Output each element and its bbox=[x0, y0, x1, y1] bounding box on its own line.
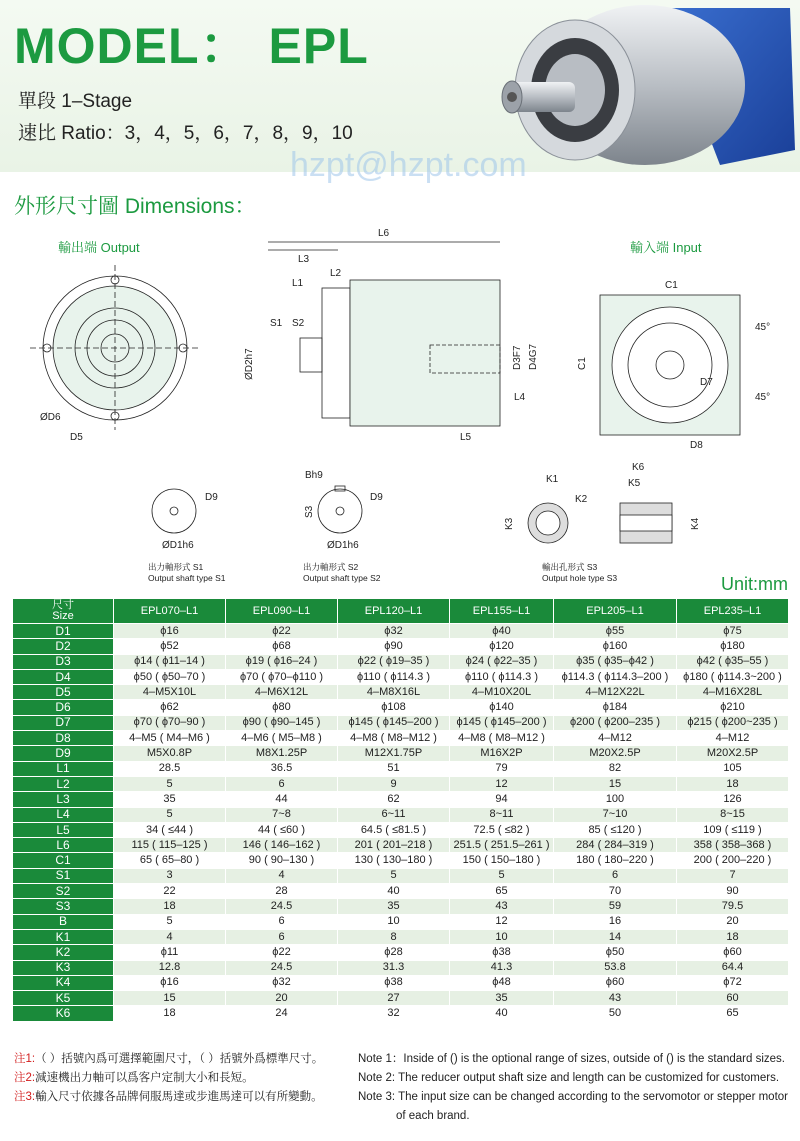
output-label: 輸出端 Output bbox=[58, 240, 140, 255]
table-cell: 251.5 ( 251.5–261 ) bbox=[450, 838, 553, 852]
table-cell: 16 bbox=[608, 915, 622, 928]
table-row bbox=[13, 976, 788, 990]
table-cell: 4–M5X10L bbox=[114, 685, 225, 699]
table-cell: 90 ( 90–130 ) bbox=[248, 854, 315, 867]
table-cell: 79.5 bbox=[677, 899, 788, 913]
dimension-drawings bbox=[0, 220, 800, 595]
table-cell: ϕ90 ( ϕ90–145 ) bbox=[226, 716, 337, 730]
table-cell: 284 ( 284–319 ) bbox=[554, 838, 676, 852]
table-cell: 24 bbox=[275, 1007, 288, 1020]
row-label: S1 bbox=[13, 869, 113, 883]
table-row bbox=[13, 716, 788, 730]
table-cell: M8X1.25P bbox=[226, 746, 337, 760]
table-cell: M12X1.75P bbox=[338, 746, 449, 760]
table-cell: 201 ( 201–218 ) bbox=[338, 838, 449, 852]
table-cell: 40 bbox=[495, 1007, 508, 1020]
table-cell: 7~8 bbox=[226, 808, 337, 822]
table-row bbox=[13, 762, 788, 776]
table-cell: 20 bbox=[726, 915, 739, 928]
dim-label: K3 bbox=[504, 517, 515, 530]
table-cell: 8~15 bbox=[677, 808, 788, 822]
table-cell: 358 ( 358–368 ) bbox=[677, 838, 788, 852]
stage-text: 單段 1–Stage bbox=[18, 91, 133, 112]
input-label: 輸入端 Input bbox=[630, 240, 702, 255]
table-cell: 44 bbox=[275, 792, 288, 805]
table-cell: 24.5 bbox=[226, 899, 337, 913]
row-label: L2 bbox=[13, 777, 113, 791]
table-cell: 44 ( ≤60 ) bbox=[257, 823, 305, 836]
table-cell: 70 bbox=[608, 884, 622, 897]
table-cell: 64.5 ( ≤81.5 ) bbox=[360, 823, 427, 836]
caption-s1 bbox=[148, 562, 226, 584]
table-row bbox=[13, 930, 788, 944]
dim-label: D5 bbox=[70, 432, 83, 443]
table-cell: 64.4 bbox=[677, 961, 788, 975]
table-cell: 53.8 bbox=[554, 961, 676, 975]
dim-label: L3 bbox=[298, 254, 310, 265]
table-cell: 200 ( 200–220 ) bbox=[693, 854, 772, 867]
table-cell: 72.5 ( ≤82 ) bbox=[473, 823, 530, 836]
dim-label: Bh9 bbox=[305, 470, 323, 481]
table-cell: 94 bbox=[495, 792, 508, 805]
row-label: D4 bbox=[13, 670, 113, 684]
table-cell: ϕ114.3 ( ϕ114.3–200 ) bbox=[561, 670, 669, 683]
ratio-text: 速比 Ratio：3，4，5，6，7，8，9，10 bbox=[18, 123, 353, 144]
table-cell: 7~10 bbox=[554, 808, 676, 822]
table-cell: ϕ32 bbox=[338, 624, 449, 638]
row-label: D6 bbox=[13, 700, 113, 714]
row-label: D9 bbox=[13, 746, 113, 760]
table-cell: 4–M10X20L bbox=[450, 685, 553, 699]
table-cell: 5 bbox=[338, 869, 449, 883]
model-title bbox=[14, 6, 369, 78]
note-2: Note 2: The reducer output shaft size and length can be customized for customers. bbox=[358, 1072, 780, 1084]
table-cell: 60 bbox=[677, 991, 788, 1005]
dim-label: L2 bbox=[330, 268, 342, 279]
row-label: L1 bbox=[13, 762, 113, 776]
dim-label: D9 bbox=[205, 492, 218, 503]
dim-label: S3 bbox=[304, 505, 315, 518]
dim-label: K4 bbox=[690, 517, 701, 530]
caption-en: Output shaft type S2 bbox=[303, 573, 381, 583]
table-cell: 51 bbox=[387, 762, 400, 775]
table-cell: ϕ72 bbox=[723, 976, 742, 989]
table-cell: 85 ( ≤120 ) bbox=[588, 823, 642, 836]
table-cell: ϕ210 bbox=[720, 701, 745, 714]
table-cell: ϕ48 bbox=[492, 976, 511, 989]
table-cell: 12 bbox=[495, 915, 508, 928]
table-cell: 8 bbox=[338, 930, 449, 944]
table-cell: 10 bbox=[387, 915, 400, 928]
caption-en: Output shaft type S1 bbox=[148, 573, 226, 583]
dim-label: K1 bbox=[546, 474, 559, 485]
table-cell: ϕ55 bbox=[554, 624, 676, 638]
unit-label: Unit:mm bbox=[721, 574, 788, 594]
table-cell: ϕ60 bbox=[723, 945, 742, 958]
table-cell: 9 bbox=[338, 777, 449, 791]
table-row bbox=[13, 655, 788, 669]
dim-label: K2 bbox=[575, 494, 588, 505]
table-cell: 65 bbox=[726, 1007, 739, 1020]
table-cell: 27 bbox=[338, 991, 449, 1005]
table-cell: ϕ40 bbox=[450, 624, 553, 638]
table-cell: ϕ11 bbox=[160, 945, 179, 958]
table-cell: 4–M5 ( M4–M6 ) bbox=[129, 731, 210, 744]
dim-label: L6 bbox=[378, 228, 390, 239]
table-cell: 14 bbox=[554, 930, 676, 944]
table-cell: 31.3 bbox=[338, 961, 449, 975]
table-cell: ϕ180 bbox=[720, 639, 745, 652]
output-view bbox=[30, 240, 200, 443]
table-cell: 12.8 bbox=[114, 961, 225, 975]
row-label: L6 bbox=[13, 838, 113, 852]
dim-label: C1 bbox=[665, 280, 678, 291]
table-cell: 4–M6X12L bbox=[226, 685, 337, 699]
table-cell: 4–M12 bbox=[715, 731, 750, 744]
table-cell: ϕ160 bbox=[602, 639, 628, 652]
table-cell: ϕ110 ( ϕ114.3 ) bbox=[356, 670, 431, 683]
table-cell: ϕ140 bbox=[489, 701, 514, 714]
row-label: K5 bbox=[13, 991, 113, 1005]
table-cell: ϕ52 bbox=[160, 639, 179, 652]
table-cell: 62 bbox=[387, 792, 400, 805]
table-cell: ϕ68 bbox=[272, 639, 291, 652]
table-cell: ϕ35 ( ϕ35–ϕ42 ) bbox=[554, 655, 676, 669]
table-cell: 109 ( ≤119 ) bbox=[703, 823, 762, 836]
column-header: EPL205–L1 bbox=[554, 599, 676, 623]
table-cell: 36.5 bbox=[270, 762, 293, 775]
row-label: D2 bbox=[13, 639, 113, 653]
column-header: EPL070–L1 bbox=[114, 599, 225, 623]
table-row bbox=[13, 838, 788, 852]
table-cell: 6 bbox=[278, 915, 285, 928]
table-cell: 4–M12X22L bbox=[554, 685, 676, 699]
table-cell: M16X2P bbox=[450, 746, 553, 760]
table-cell: ϕ50 bbox=[605, 945, 625, 958]
note-text: 輸入尺寸依據各品牌伺服馬達或步進馬達可以有所變動。 bbox=[35, 1091, 323, 1103]
table-cell: 50 bbox=[608, 1007, 622, 1020]
table-cell: 65 bbox=[495, 884, 508, 897]
table-row bbox=[13, 685, 788, 699]
table-cell: ϕ38 bbox=[492, 945, 511, 958]
dim-label: 45° bbox=[755, 392, 771, 403]
table-cell: 6 bbox=[226, 930, 337, 944]
dim-label: L5 bbox=[460, 432, 472, 443]
dim-label: L4 bbox=[514, 392, 526, 403]
table-cell: ϕ38 bbox=[384, 976, 403, 989]
table-row bbox=[13, 639, 788, 653]
table-cell: ϕ90 bbox=[384, 639, 403, 652]
table-cell: ϕ16 bbox=[114, 624, 225, 638]
table-cell: 4–M8 ( M8–M12 ) bbox=[458, 731, 545, 744]
table-cell: ϕ215 ( ϕ200~235 ) bbox=[677, 716, 788, 730]
table-cell: 79 bbox=[495, 762, 508, 775]
table-cell: 22 bbox=[163, 884, 176, 897]
note-1: Note 1：Inside of () is the optional range of sizes, outside of () is the standard sizes. bbox=[358, 1053, 785, 1065]
table-cell: 82 bbox=[608, 762, 622, 775]
table-cell: 8~11 bbox=[450, 808, 553, 822]
table-row bbox=[13, 823, 788, 837]
table-row bbox=[13, 746, 788, 760]
table-cell: ϕ200 ( ϕ200–235 ) bbox=[554, 716, 676, 730]
table-cell: ϕ19 ( ϕ16–24 ) bbox=[226, 655, 337, 669]
table-row bbox=[13, 915, 788, 929]
table-cell: 4 bbox=[114, 930, 225, 944]
note-tag: 注3: bbox=[14, 1091, 36, 1103]
note-cn bbox=[14, 1088, 352, 1107]
table-cell: 6~11 bbox=[338, 808, 449, 822]
table-cell: 4–M16X28L bbox=[677, 685, 788, 699]
table-cell: 12 bbox=[450, 777, 553, 791]
dim-label: L1 bbox=[292, 278, 304, 289]
table-cell: 4–M8X16L bbox=[338, 685, 449, 699]
table-cell: 150 ( 150–180 ) bbox=[462, 854, 541, 867]
table-cell: 43 bbox=[450, 899, 553, 913]
table-row bbox=[13, 670, 788, 684]
dim-label: C1 bbox=[577, 357, 588, 370]
dim-label: 45° bbox=[755, 322, 771, 333]
table-row bbox=[13, 700, 788, 714]
table-cell: ϕ50 ( ϕ50–70 ) bbox=[133, 670, 206, 683]
input-view bbox=[577, 240, 770, 451]
table-cell: 5 bbox=[114, 808, 225, 822]
notes-english bbox=[358, 1050, 788, 1126]
dimensions-table bbox=[12, 598, 789, 1022]
table-cell: 32 bbox=[387, 1007, 400, 1020]
row-label: B bbox=[13, 915, 113, 929]
dim-label: D7 bbox=[700, 377, 713, 388]
table-row bbox=[13, 884, 788, 898]
table-cell: 90 bbox=[726, 884, 739, 897]
dim-label: K5 bbox=[628, 478, 641, 489]
table-cell: ϕ22 ( ϕ19–35 ) bbox=[338, 655, 449, 669]
model-label: MODEL： bbox=[14, 18, 251, 74]
note-text: （ ）括號內爲可選擇範圍尺寸，（ ）括號外爲標準尺寸。 bbox=[35, 1053, 324, 1065]
table-cell: 34 ( ≤44 ) bbox=[145, 823, 193, 836]
table-cell: ϕ184 bbox=[602, 701, 628, 714]
table-cell: ϕ60 bbox=[605, 976, 625, 989]
table-cell: ϕ14 ( ϕ11–14 ) bbox=[114, 655, 225, 669]
table-row bbox=[13, 869, 788, 883]
column-header: EPL120–L1 bbox=[338, 599, 449, 623]
table-row bbox=[13, 1006, 788, 1020]
table-cell: 130 ( 130–180 ) bbox=[354, 854, 433, 867]
row-label: C1 bbox=[13, 853, 113, 867]
table-cell: ϕ28 bbox=[384, 945, 403, 958]
table-row bbox=[13, 991, 788, 1005]
table-cell: 28 bbox=[275, 884, 288, 897]
table-row bbox=[13, 961, 788, 975]
table-cell: 15 bbox=[554, 777, 676, 791]
model-name: EPL bbox=[268, 18, 369, 74]
table-cell: ϕ80 bbox=[272, 701, 291, 714]
note-3: Note 3: The input size can be changed according to the servomotor or stepper motor bbox=[358, 1091, 789, 1103]
row-label: D1 bbox=[13, 624, 113, 638]
table-cell: ϕ145 ( ϕ145–200 ) bbox=[338, 716, 449, 730]
table-row bbox=[13, 853, 788, 867]
row-label: D3 bbox=[13, 655, 113, 669]
column-header: EPL235–L1 bbox=[677, 599, 788, 623]
table-cell: 6 bbox=[226, 777, 337, 791]
table-cell: M20X2.5P bbox=[554, 746, 676, 760]
row-label: D8 bbox=[13, 731, 113, 745]
table-cell: ϕ75 bbox=[677, 624, 788, 638]
table-cell: 43 bbox=[554, 991, 676, 1005]
dimensions-heading: 外形尺寸圖 Dimensions： bbox=[14, 195, 256, 218]
dim-label: D8 bbox=[690, 440, 703, 451]
table-row bbox=[13, 899, 788, 913]
caption-cn: 輸出孔形式 S3 bbox=[542, 562, 598, 572]
table-cell: 3 bbox=[114, 869, 225, 883]
caption-en: Output hole type S3 bbox=[542, 573, 618, 583]
shaft-types bbox=[152, 462, 701, 551]
table-cell: 18 bbox=[114, 899, 225, 913]
table-cell: 18 bbox=[677, 930, 788, 944]
row-label: L3 bbox=[13, 792, 113, 806]
table-cell: ϕ70 ( ϕ70–ϕ110 ) bbox=[239, 670, 324, 683]
dim-label: S2 bbox=[292, 318, 305, 329]
table-cell: 4–M8 ( M8–M12 ) bbox=[350, 731, 437, 744]
table-cell: 105 bbox=[723, 762, 742, 775]
table-row bbox=[13, 731, 788, 745]
table-cell: ϕ22 bbox=[226, 624, 337, 638]
caption-s3 bbox=[542, 562, 617, 584]
table-cell: ϕ120 bbox=[489, 639, 514, 652]
table-cell: ϕ70 ( ϕ70–90 ) bbox=[114, 716, 225, 730]
table-cell: 100 bbox=[605, 792, 625, 805]
table-cell: 115 ( 115–125 ) bbox=[114, 838, 225, 852]
table-cell: ϕ180 ( ϕ114.3~200 ) bbox=[683, 670, 782, 683]
table-cell: 35 bbox=[163, 792, 176, 805]
note-cn bbox=[14, 1069, 352, 1088]
row-label: L5 bbox=[13, 823, 113, 837]
dim-label: ØD1h6 bbox=[162, 540, 194, 551]
table-cell: 18 bbox=[677, 777, 788, 791]
table-cell: 10 bbox=[450, 930, 553, 944]
dim-label: K6 bbox=[632, 462, 645, 473]
table-row bbox=[13, 945, 788, 959]
row-label: K4 bbox=[13, 976, 113, 990]
note-3-cont: of each brand. bbox=[396, 1110, 470, 1122]
note-tag: 注1: bbox=[14, 1053, 36, 1065]
side-view bbox=[244, 228, 539, 443]
row-label: D5 bbox=[13, 685, 113, 699]
watermark: hzpt@hzpt.com bbox=[290, 146, 527, 184]
dim-label: ØD6 bbox=[40, 412, 61, 423]
column-header: EPL155–L1 bbox=[450, 599, 553, 623]
table-cell: ϕ110 ( ϕ114.3 ) bbox=[464, 670, 539, 683]
table-cell: 35 bbox=[338, 899, 449, 913]
note-cn bbox=[14, 1050, 352, 1069]
table-cell: 5 bbox=[450, 869, 553, 883]
table-cell: 4 bbox=[226, 869, 337, 883]
table-cell: M20X2.5P bbox=[677, 746, 788, 760]
row-label: K3 bbox=[13, 961, 113, 975]
caption-s2 bbox=[303, 562, 381, 584]
table-cell: ϕ24 ( ϕ22–35 ) bbox=[450, 655, 553, 669]
table-cell: 15 bbox=[114, 991, 225, 1005]
table-cell: 28.5 bbox=[158, 762, 181, 775]
table-row bbox=[13, 624, 788, 638]
table-cell: 7 bbox=[677, 869, 788, 883]
dim-label: D4G7 bbox=[528, 343, 539, 370]
row-label: K1 bbox=[13, 930, 113, 944]
caption-cn: 出力軸形式 S2 bbox=[303, 562, 359, 572]
table-cell: ϕ42 ( ϕ35–55 ) bbox=[677, 655, 788, 669]
table-cell: 59 bbox=[554, 899, 676, 913]
note-text: 減速機出力軸可以爲客户定制大小和長短。 bbox=[35, 1072, 254, 1084]
table-cell: 20 bbox=[226, 991, 337, 1005]
row-label: L4 bbox=[13, 808, 113, 822]
row-label: D7 bbox=[13, 716, 113, 730]
note-tag: 注2: bbox=[14, 1072, 36, 1084]
table-row bbox=[13, 808, 788, 822]
table-row bbox=[13, 792, 788, 806]
caption-cn: 出力軸形式 S1 bbox=[148, 562, 204, 572]
dim-label: D9 bbox=[370, 492, 383, 503]
dim-label: ØD1h6 bbox=[327, 540, 359, 551]
table-cell: ϕ16 bbox=[160, 976, 179, 989]
dim-label: D3F7 bbox=[512, 345, 523, 370]
table-cell: 4–M12 bbox=[598, 731, 632, 744]
table-cell: M5X0.8P bbox=[114, 746, 225, 760]
table-cell: 41.3 bbox=[450, 961, 553, 975]
row-label: K2 bbox=[13, 945, 113, 959]
table-cell: 5 bbox=[166, 915, 173, 928]
table-cell: 146 ( 146–162 ) bbox=[226, 838, 337, 852]
table-cell: 4–M6 ( M5–M8 ) bbox=[241, 731, 322, 744]
row-label: S2 bbox=[13, 884, 113, 898]
table-cell: 35 bbox=[450, 991, 553, 1005]
dim-label: S1 bbox=[270, 318, 283, 329]
notes-chinese bbox=[14, 1050, 352, 1107]
size-header: 尺寸 Size bbox=[13, 599, 113, 623]
table-cell: 6 bbox=[554, 869, 676, 883]
table-row bbox=[13, 777, 788, 791]
table-header-row bbox=[13, 599, 788, 623]
table-cell: ϕ32 bbox=[272, 976, 291, 989]
table-cell: ϕ62 bbox=[160, 701, 179, 714]
table-cell: ϕ22 bbox=[272, 945, 291, 958]
table-cell: 18 bbox=[163, 1007, 176, 1020]
table-cell: ϕ145 ( ϕ145–200 ) bbox=[450, 716, 553, 730]
column-header: EPL090–L1 bbox=[226, 599, 337, 623]
row-label: K6 bbox=[13, 1006, 113, 1020]
table-cell: 126 bbox=[723, 792, 742, 805]
row-label: S3 bbox=[13, 899, 113, 913]
table-cell: 40 bbox=[387, 884, 400, 897]
table-cell: 24.5 bbox=[226, 961, 337, 975]
table-cell: ϕ108 bbox=[381, 701, 406, 714]
table-cell: 180 ( 180–220 ) bbox=[576, 854, 654, 867]
table-cell: 65 ( 65–80 ) bbox=[139, 854, 200, 867]
table-cell: 5 bbox=[114, 777, 225, 791]
dim-label: ØD2h7 bbox=[244, 348, 255, 380]
